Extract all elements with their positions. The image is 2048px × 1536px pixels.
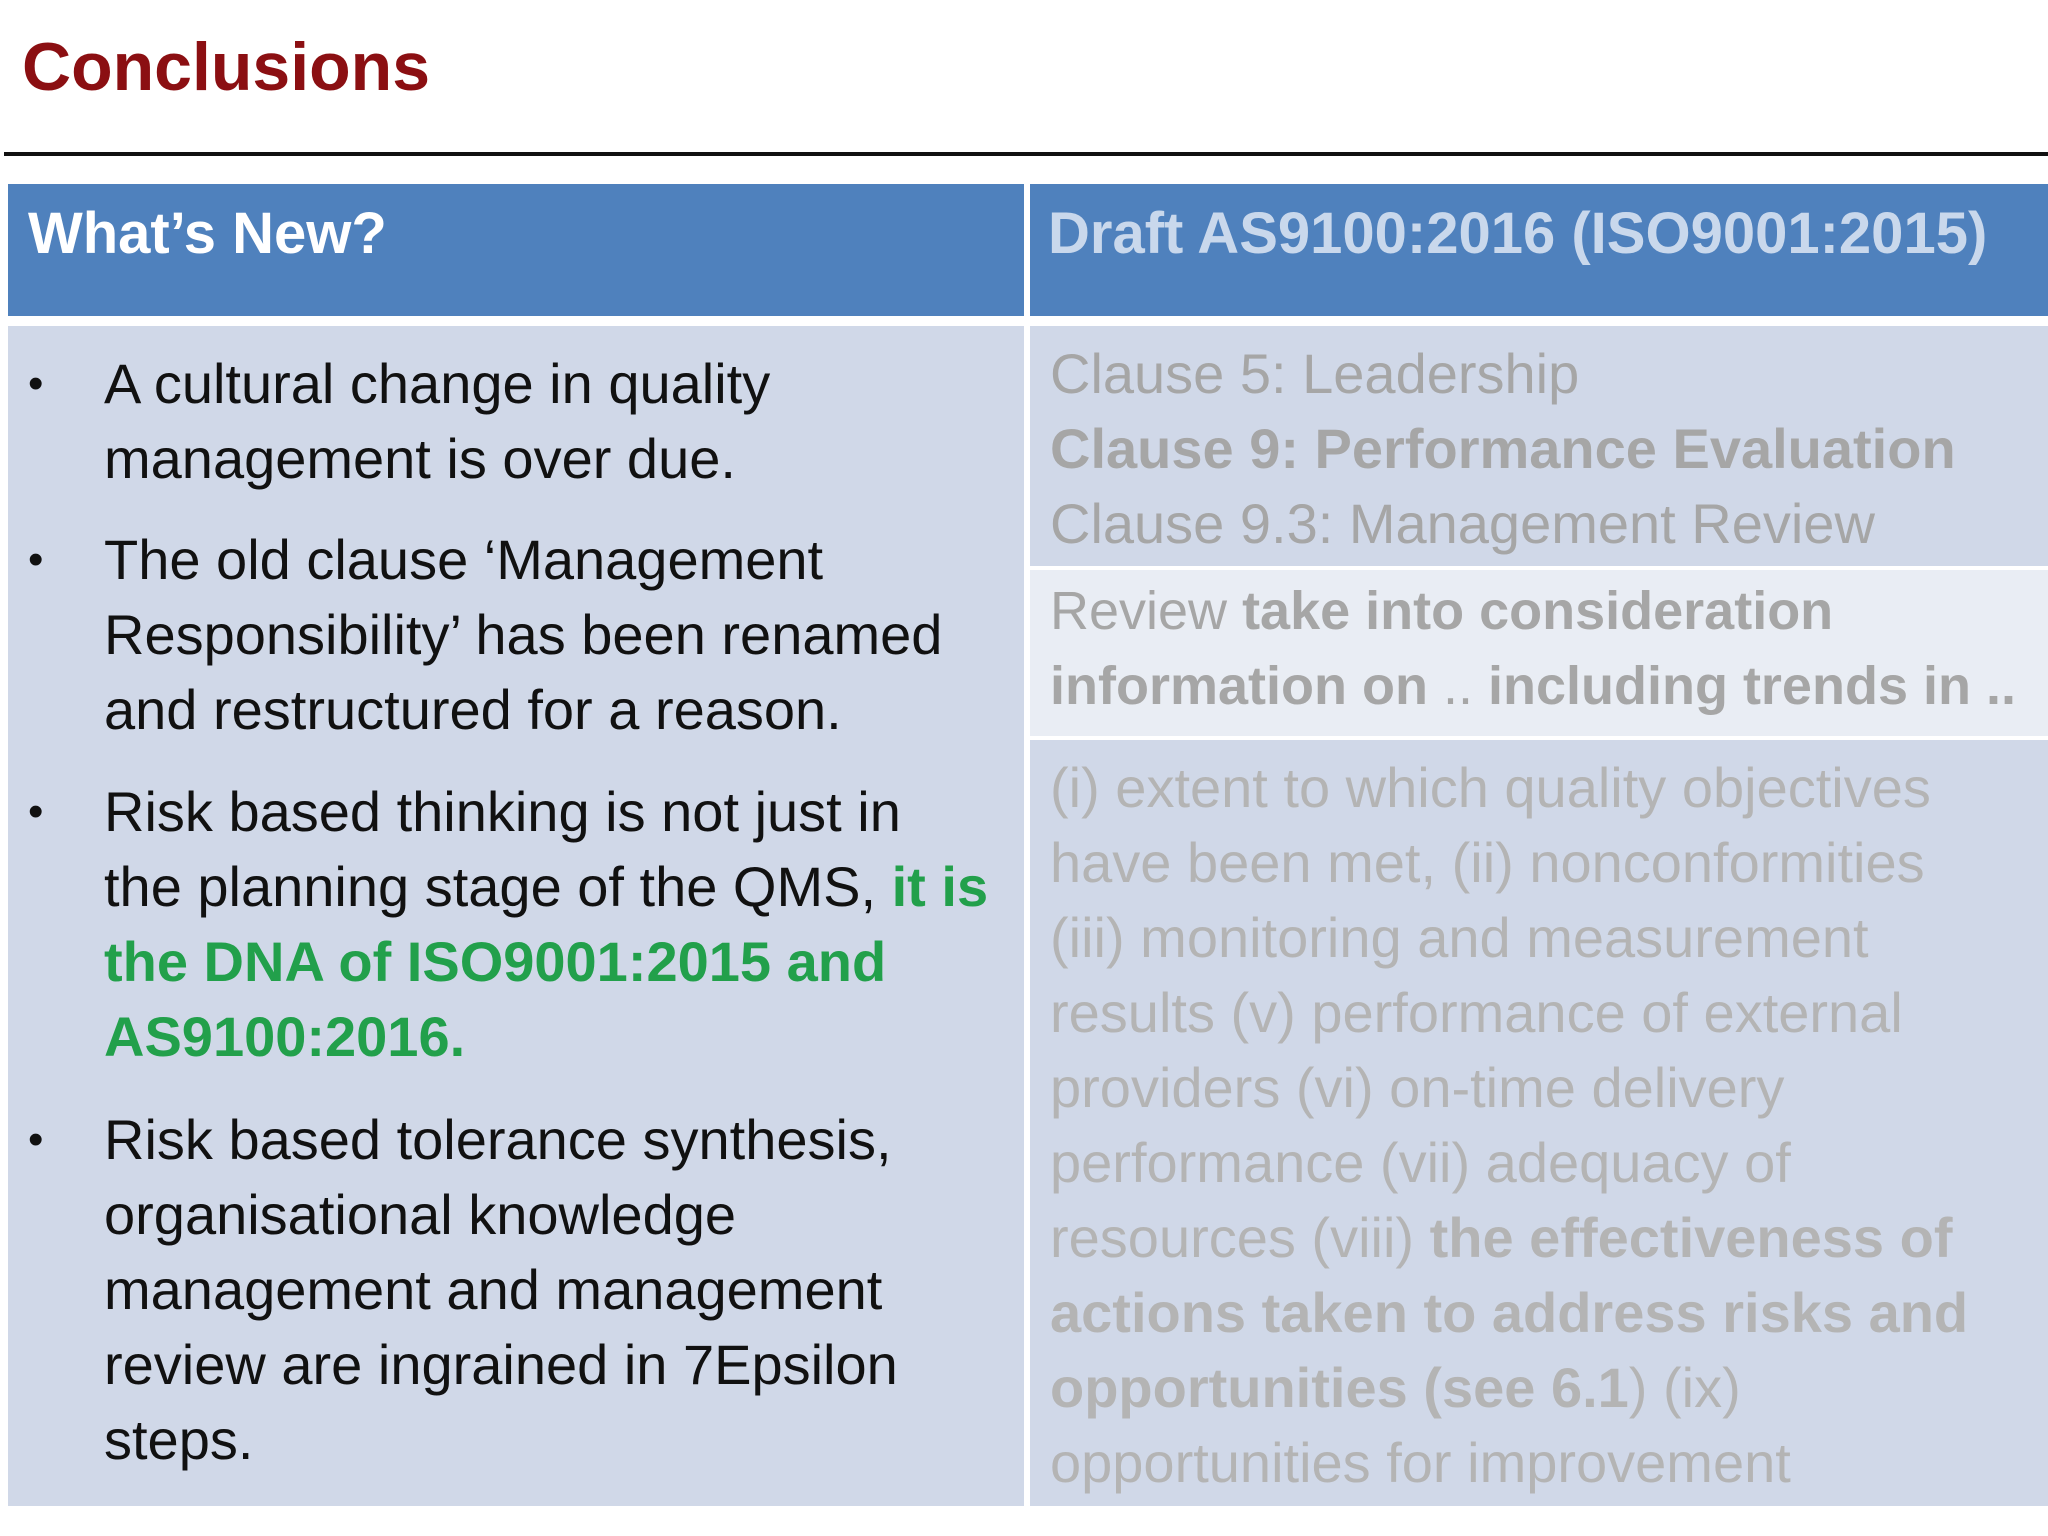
bullet-line: the planning stage of the QMS,	[104, 855, 877, 918]
bullet-line: steps.	[104, 1408, 254, 1471]
header-whats-new: What’s New?	[8, 184, 1024, 316]
review-input-bold: the effectiveness of	[1429, 1206, 1953, 1269]
review-text-bold: information on	[1050, 656, 1428, 716]
whats-new-column	[8, 326, 1024, 1506]
bullet-line: management and management	[104, 1258, 883, 1321]
review-input-line: performance (vii) adequacy of	[1050, 1131, 1791, 1194]
review-input-bold: actions taken to address risks and	[1050, 1281, 1969, 1344]
review-input-line: (iii) monitoring and measurement	[1050, 906, 1869, 969]
review-input-line: (i) extent to which quality objectives	[1050, 756, 1931, 819]
bullet-dot-icon: •	[28, 787, 44, 836]
title-divider	[4, 152, 2048, 156]
review-input-line: have been met, (ii) nonconformities	[1050, 831, 1925, 894]
review-text-bold: take into consideration	[1227, 581, 1834, 641]
dna-highlight: AS9100:2016.	[104, 1005, 466, 1068]
header-draft-standard: Draft AS9100:2016 (ISO9001:2015)	[1030, 184, 2048, 316]
bullet-dot-icon: •	[28, 359, 44, 408]
review-inputs-cell	[1030, 740, 2048, 1506]
bullet-dot-icon: •	[28, 535, 44, 584]
review-input-line: providers (vi) on-time delivery	[1050, 1056, 1785, 1119]
review-input-line: resources (viii)	[1050, 1206, 1430, 1269]
bullet-line: organisational knowledge	[104, 1183, 736, 1246]
review-input-line: ) (ix)	[1628, 1356, 1741, 1419]
review-cell	[1030, 570, 2048, 736]
review-text: Review	[1050, 581, 1228, 641]
bullet-line: management is over due.	[104, 427, 736, 490]
bullet-line: The old clause ‘Management	[104, 528, 824, 591]
review-text: ..	[1427, 656, 1488, 716]
review-input-line: results (v) performance of external	[1050, 981, 1903, 1044]
dna-highlight: the DNA of ISO9001:2015 and	[104, 930, 887, 993]
slide-title: Conclusions	[22, 29, 431, 105]
bullet-line: Responsibility’ has been renamed	[104, 603, 943, 666]
bullet-line: Risk based tolerance synthesis,	[104, 1108, 892, 1171]
review-text-bold: including trends in ..	[1487, 656, 2016, 716]
review-input-line: opportunities for improvement	[1050, 1431, 1791, 1494]
review-input-bold: opportunities (see 6.1	[1050, 1356, 1629, 1419]
bullet-dot-icon: •	[28, 1115, 44, 1164]
clause-leadership: Clause 5: Leadership	[1050, 342, 1580, 405]
clause-management-review: Clause 9.3: Management Review	[1050, 492, 1875, 555]
clause-performance-evaluation: Clause 9: Performance Evaluation	[1050, 417, 1956, 480]
bullet-line: and restructured for a reason.	[104, 678, 842, 741]
dna-highlight: it is	[876, 855, 989, 918]
bullet-line: A cultural change in quality	[104, 352, 771, 415]
bullet-line: review are ingrained in 7Epsilon	[104, 1333, 898, 1396]
bullet-line: Risk based thinking is not just in	[104, 780, 901, 843]
clauses-cell	[1030, 326, 2048, 566]
